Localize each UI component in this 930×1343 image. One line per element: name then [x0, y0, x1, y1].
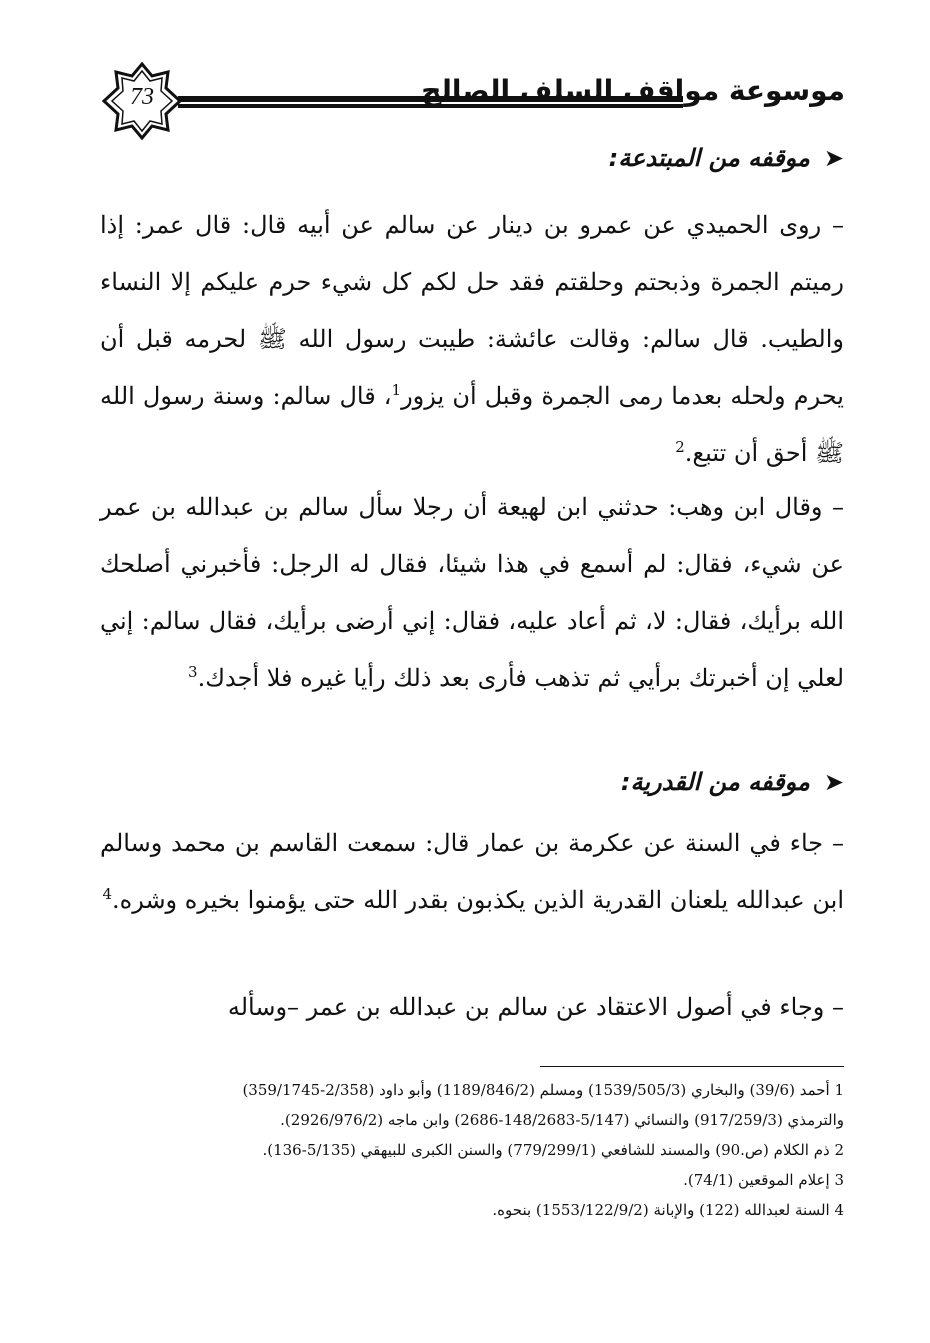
arrow-bullet-icon: ➤	[823, 144, 844, 172]
footnotes	[100, 1075, 844, 1225]
paragraph-text: – وقال ابن وهب: حدثني ابن لهيعة أن رجلا سأل سالم بن عبدالله بن عمر عن شيء، فقال: لم أسمع في هذا شيئا، فقال له الرجل: فأخبرني أصلحك الله برأيك، فقال: لا، ثم أعاد عليه، فقال: إني أرضى برأيك، فقال سالم: إني لعلي إن أخبرتك برأيي ثم تذهب فأرى بعد ذلك رأيا غيره فلا أجدك.	[100, 493, 845, 692]
arrow-bullet-icon: ➤	[823, 768, 844, 796]
book-title: موسوعة مواقف السلف الصالح	[421, 74, 845, 107]
footnote-separator	[540, 1066, 844, 1067]
page-header	[100, 62, 845, 140]
paragraph-1	[100, 197, 844, 482]
footnote-marker: 4	[102, 885, 112, 903]
footnote-marker: 3	[188, 663, 198, 681]
footnote-3: 3 إعلام الموقعين (74/1).	[683, 1171, 844, 1189]
paragraph-text: – جاء في السنة عن عكرمة بن عمار قال: سمعت القاسم بن محمد وسالم ابن عبدالله يلعنان القدرية الذين يكذبون بقدر الله حتى يؤمنوا بخيره وشره.	[100, 829, 844, 914]
footnote-1: 1 أحمد (39/6) والبخاري (1539/505/3) ومسلم (1189/846/2) وأبو داود (2/358-359/1745)	[242, 1081, 844, 1099]
paragraph-text: – وجاء في أصول الاعتقاد عن سالم بن عبدالله بن عمر –وسأله	[227, 993, 844, 1021]
section-heading-text: موقفه من المبتدعة:	[608, 144, 810, 172]
section-heading-qadariyya	[621, 768, 844, 796]
section-heading-text: موقفه من القدرية:	[620, 768, 810, 796]
paragraph-4	[100, 979, 844, 1036]
page-number-badge	[100, 62, 184, 140]
footnote-2: 2 ذم الكلام (ص.90) والمسند للشافعي (779/299/1) والسنن الكبرى للبيهقي (5/135-136).	[262, 1141, 844, 1159]
footnote-marker: 1	[391, 381, 402, 399]
footnote-marker: 2	[675, 438, 685, 456]
section-heading-innovators	[609, 144, 844, 172]
page-number: 73	[130, 84, 154, 110]
paragraph-2	[100, 479, 844, 707]
paragraph-text: – روى الحميدي عن عمرو بن دينار عن سالم عن أبيه قال: قال عمر: إذا رميتم الجمرة وذبحتم وحلقتم فقد حل لكم كل شيء حرم عليكم إلا النساء والطيب. قال سالم: وقالت عائشة: طيبت رسول الله ﷺ لحرمه قبل أن يحرم ولحله بعدما رمى الجمرة وقبل أن يزور	[100, 211, 844, 410]
paragraph-3	[100, 815, 844, 929]
paragraph-text-continued: ، قال سالم: وسنة رسول الله ﷺ أحق أن تتبع.	[100, 382, 844, 467]
footnote-1-continued: والترمذي (917/259/3) والنسائي (5/147-148/2683-2686) وابن ماجه (2926/976/2).	[280, 1111, 844, 1129]
footnote-4: 4 السنة لعبدالله (122) والإبانة (1553/122/9/2) بنحوه.	[492, 1201, 844, 1219]
